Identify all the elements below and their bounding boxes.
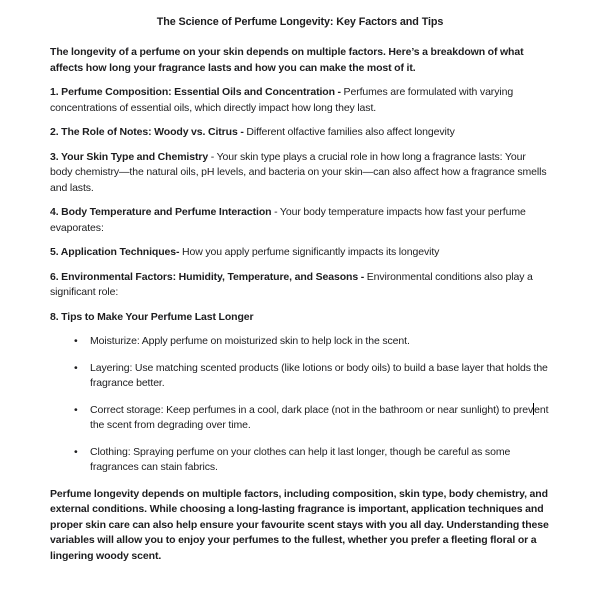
tips-list bbox=[50, 334, 550, 476]
section-paragraph-3[interactable] bbox=[50, 150, 550, 197]
section-1-heading[interactable]: 1. Perfume Composition: Essential Oils and Concentration - bbox=[50, 86, 341, 98]
tip-storage-text-after-caret[interactable]: ent the scent from degrading over time. bbox=[90, 403, 549, 431]
section-6-heading[interactable]: 6. Environmental Factors: Humidity, Temperature, and Seasons - bbox=[50, 270, 365, 283]
document-title[interactable]: The Science of Perfume Longevity: Key Factors and Tips bbox=[156, 16, 444, 28]
tip-clothing-text[interactable]: Clothing: Spraying perfume on your clothes can help it last longer, though be careful as some fragrances can stain fabrics. bbox=[90, 445, 511, 473]
bullet-icon: • bbox=[74, 403, 78, 416]
section-paragraph-5[interactable] bbox=[50, 245, 550, 261]
section-5-body[interactable]: How you apply perfume significantly impacts its longevity bbox=[179, 246, 440, 258]
tip-item-storage[interactable] bbox=[50, 403, 550, 434]
section-1-body[interactable]: Perfumes are formulated with varying concentrations of essential oils, which directly impact how long they last. bbox=[50, 86, 514, 114]
bullet-icon: • bbox=[74, 361, 78, 374]
tip-item-layering[interactable] bbox=[50, 361, 550, 392]
intro-paragraph[interactable]: The longevity of a perfume on your skin depends on multiple factors. Here’s a breakdown of what affects how long your fragrance lasts and how you can make the most of it. bbox=[50, 46, 524, 74]
section-paragraph-2[interactable] bbox=[50, 125, 550, 141]
conclusion-paragraph[interactable]: Perfume longevity depends on multiple factors, including composition, skin type, body chemistry, and external conditions. While choosing a long-lasting fragrance is important, application techniques and proper skin care can also help ensure your favourite scent stays with you all day. Understanding these variables will allow you to enjoy your perfumes to the fullest, whether you prefer a fleeting floral or a lingering woody scent. bbox=[50, 487, 549, 562]
tip-item-moisturize[interactable] bbox=[50, 334, 550, 350]
bullet-icon: • bbox=[74, 335, 78, 347]
section-paragraph-4[interactable] bbox=[50, 205, 550, 236]
tip-layering-text[interactable]: Layering: Use matching scented products (like lotions or body oils) to build a base layer that holds the fragrance better. bbox=[90, 361, 548, 389]
bullet-icon: • bbox=[74, 445, 78, 458]
tip-item-clothing[interactable] bbox=[50, 445, 550, 476]
section-paragraph-8[interactable] bbox=[50, 310, 550, 326]
section-3-heading[interactable]: 3. Your Skin Type and Chemistry bbox=[50, 150, 209, 163]
section-paragraph-1[interactable] bbox=[50, 85, 550, 116]
section-3-body[interactable]: - Your skin type plays a crucial role in how long a fragrance lasts: Your body chemistry—the natural oils, pH levels, and bacteria on your skin—can also affect how a fragrance smells and lasts. bbox=[50, 150, 547, 194]
tip-moisturize-text[interactable]: Moisturize: Apply perfume on moisturized skin to help lock in the scent. bbox=[90, 335, 410, 347]
section-paragraph-6[interactable] bbox=[50, 270, 550, 301]
tip-storage-text-before-caret[interactable]: Correct storage: Keep perfumes in a cool, dark place (not in the bathroom or near sunlight) to prev bbox=[90, 403, 534, 416]
section-4-heading[interactable]: 4. Body Temperature and Perfume Interaction bbox=[50, 206, 272, 218]
section-6-body[interactable]: Environmental conditions also play a significant role: bbox=[50, 270, 533, 298]
section-8-heading[interactable]: 8. Tips to Make Your Perfume Last Longer bbox=[50, 310, 254, 323]
section-4-body[interactable]: - Your body temperature impacts how fast your perfume evaporates: bbox=[50, 206, 526, 234]
section-2-heading[interactable]: 2. The Role of Notes: Woody vs. Citrus - bbox=[50, 126, 244, 138]
section-5-heading[interactable]: 5. Application Techniques- bbox=[50, 246, 180, 258]
section-2-body[interactable]: Different olfactive families also affect longevity bbox=[243, 126, 455, 138]
